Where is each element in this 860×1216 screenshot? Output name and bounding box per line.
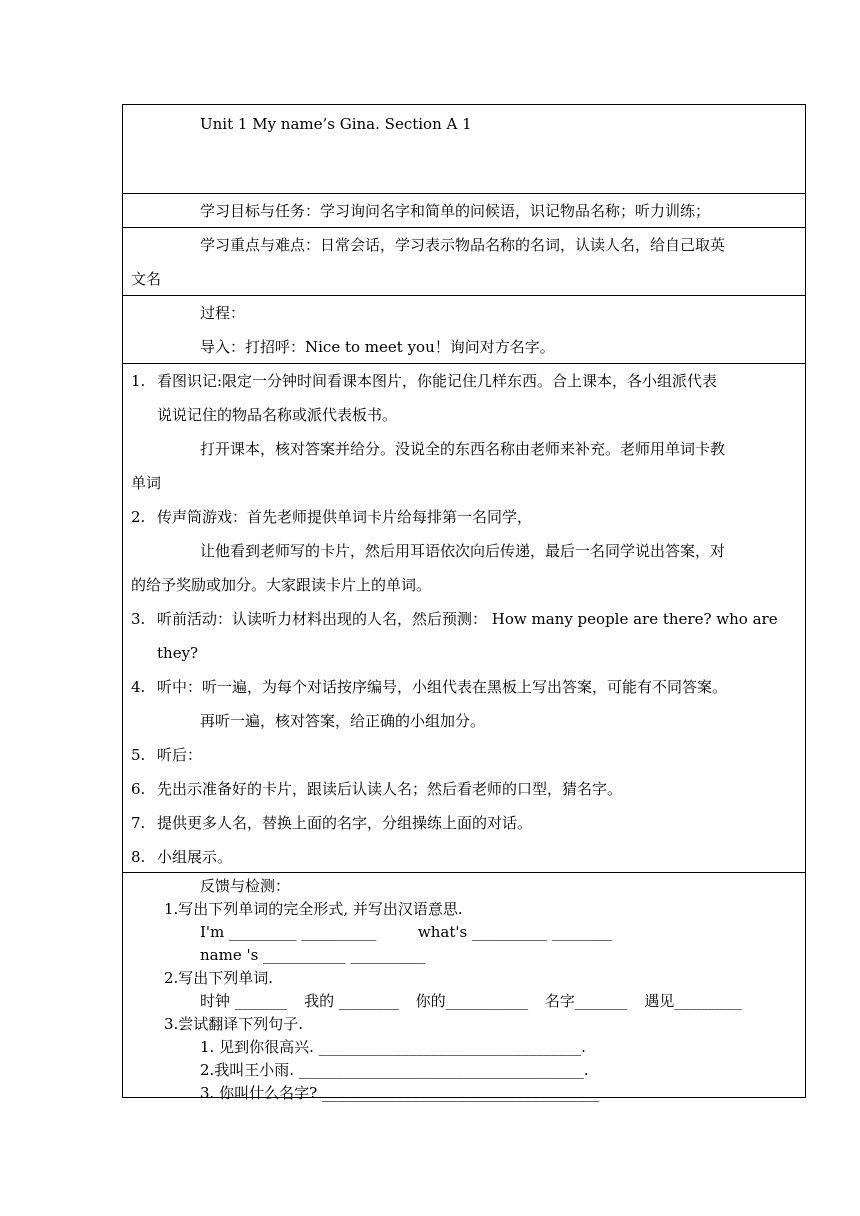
question-3-sentence-3: 3. 你叫什么名字? _____________________________________ [200,1084,600,1102]
step-number: 6. [131,780,146,798]
step-number: 2. [131,508,146,526]
step-1-line-3: 打开课本，核对答案并给分。没说全的东西名称由老师来补充。老师用单词卡教 [200,440,726,458]
question-3: 3.尝试翻译下列句子. [164,1015,304,1033]
step-3-line-2: they? [157,644,199,662]
question-3-sentence-2: 2.我叫王小雨. ______________________________________. [200,1061,589,1079]
step-number: 4. [131,678,146,696]
question-2-words [123,990,805,1013]
step-2-line-3: 的给予奖励或加分。大家跟读卡片上的单词。 [131,576,432,594]
step-text: 传声筒游戏：首先老师提供单词卡片给每排第一名同学， [157,508,533,526]
step-2-line-1 [123,500,805,534]
step-text: 听前活动：认读听力材料出现的人名，然后预测： How many people are there? who are [157,610,778,628]
word-blank: 遇见_________ [644,992,742,1010]
step-1-line-4: 单词 [131,474,162,492]
steps-row [123,363,805,872]
feedback-row [123,872,805,1102]
goals-text: 学习目标与任务：学习询问名字和简单的问候语，识记物品名称；听力训练； [200,202,711,220]
lesson-title: Unit 1 My name’s Gina. Section A 1 [200,115,472,133]
question-1-answers-b: name 's ___________ __________ [200,946,426,964]
keypoints-line-2: 文名 [131,270,162,288]
step-6 [123,772,805,806]
step-number: 5. [131,746,146,764]
process-row [123,295,805,363]
answer-blank: I'm _________ __________ [200,923,377,941]
step-number: 1. [131,372,146,390]
step-2-line-2: 让他看到老师写的卡片，然后用耳语依次向后传递，最后一名同学说出答案，对 [200,542,726,560]
step-4-line-1 [123,670,805,704]
step-3-line-1 [123,602,805,636]
word-blank: 我的 ________ [304,992,399,1010]
step-text: 小组展示。 [157,848,233,866]
step-number: 3. [131,610,146,628]
step-text: 听中：听一遍，为每个对话按序编号，小组代表在黑板上写出答案，可能有不同答案。 [157,678,728,696]
word-blank: 名字_______ [544,992,628,1010]
process-intro: 导入：打招呼：Nice to meet you！询问对方名字。 [200,338,555,356]
process-label: 过程： [200,304,246,322]
step-1-line-1 [123,364,805,398]
question-3-sentence-1: 1. 见到你很高兴. ___________________________________. [200,1038,586,1056]
question-2: 2.写出下列单词. [164,969,274,987]
word-blank: 时钟 _______ [200,992,288,1010]
word-blank: 你的___________ [415,992,529,1010]
title-row [123,107,805,193]
step-1-line-2: 说说记住的物品名称或派代表板书。 [157,406,398,424]
step-7 [123,806,805,840]
question-1-answers-a [123,921,805,944]
step-8 [123,840,805,874]
feedback-label: 反馈与检测： [200,877,291,895]
step-number: 7. [131,814,146,832]
goals-row [123,193,805,227]
step-text: 听后： [157,746,203,764]
step-text: 看图识记:限定一分钟时间看课本图片，你能记住几样东西。合上课本，各小组派代表 [157,372,718,390]
keypoints-line-1: 学习重点与难点：日常会话，学习表示物品名称的名词，认读人名，给自己取英 [200,236,726,254]
step-text: 提供更多人名，替换上面的名字，分组操练上面的对话。 [157,814,533,832]
step-number: 8. [131,848,146,866]
step-5 [123,738,805,772]
step-4-line-2: 再听一遍，核对答案，给正确的小组加分。 [200,712,486,730]
step-text: 先出示准备好的卡片，跟读后认读人名；然后看老师的口型，猜名字。 [157,780,623,798]
question-1: 1.写出下列单词的完全形式, 并写出汉语意思. [164,900,463,918]
keypoints-row [123,227,805,295]
answer-blank: what's __________ ________ [417,923,612,941]
lesson-plan-table [122,104,806,1102]
